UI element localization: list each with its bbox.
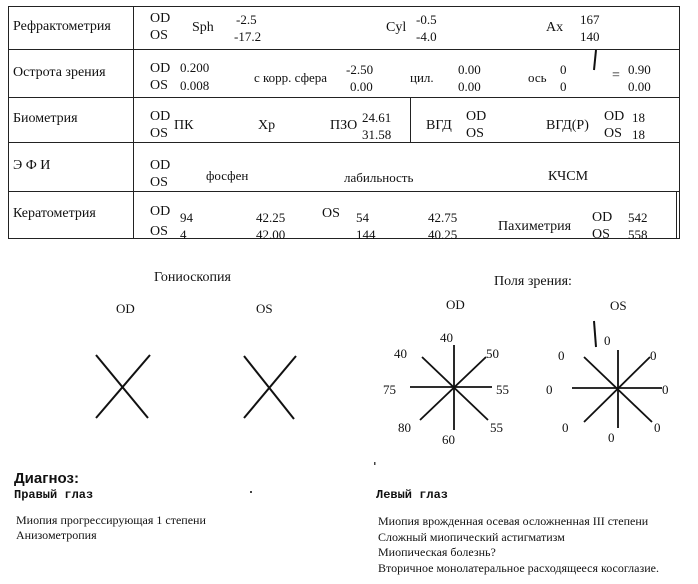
gonio-os-label: OS [256,301,273,316]
phosphene-label: фосфен [206,168,249,183]
cyl-label: Cyl [386,20,407,35]
pk-label: ПК [174,118,194,133]
gonio-os-cross [244,356,296,419]
field-os-value-sw: 0 [562,420,569,435]
pen-mark [594,50,596,70]
cyl-short-label: цил. [410,70,434,85]
axis-label: ось [528,70,547,85]
correction-sphere-label: с корр. сфера [254,70,328,85]
acuity-os-value: 0.008 [180,78,210,93]
field-od-value-ne: 50 [486,346,499,361]
kerato-od-1: 94 [180,210,193,225]
hr-label: Хр [258,118,276,133]
field-od-value-nw: 40 [394,346,407,361]
pachy-os-value: 558 [628,227,648,242]
iop-r-label: ВГД(Р) [546,118,589,133]
efi-label: Э Ф И [13,158,51,173]
refraction-od-label: OD [150,11,171,26]
pen-mark [594,321,596,347]
biometry-od-label: OD [150,109,171,124]
ax-od-value: 167 [580,12,600,27]
acuity-os-label: OS [150,78,168,93]
pachy-od-value: 542 [628,210,648,225]
fields-od-label: OD [446,297,465,312]
refraction-label: Рефрактометрия [13,19,111,34]
left-eye-label: Левый глаз [376,488,449,502]
pzo-os-value: 31.58 [362,127,392,142]
field-os-value-ne: 0 [650,348,657,363]
field-os-star [572,350,662,428]
right-eye-line-2: Анизометропия [16,528,97,542]
field-od-value-e: 55 [496,382,509,397]
acuity-cyl-os-value: 0.00 [458,79,481,94]
cyl-od-value: -0.5 [416,12,437,27]
right-eye-label: Правый глаз [14,488,94,502]
sph-os-value: -17.2 [234,29,262,44]
iop-r-od-value: 18 [632,110,645,125]
axis-os-value: 0 [560,79,567,94]
sphere-os-value: 0.00 [350,79,373,94]
gonioscopy-title: Гониоскопия [154,270,231,285]
iop-label: ВГД [426,118,452,133]
iop-r-os-label: OS [604,126,622,141]
kerato-os-col-label: OS [322,206,340,221]
ax-os-value: 140 [580,29,600,44]
result-os-value: 0.00 [628,79,651,94]
kerato-os-label: OS [150,224,168,239]
iop-os-label: OS [466,126,484,141]
acuity-cyl-od-value: 0.00 [458,62,481,77]
left-eye-line-2: Сложный миопический астигматизм [378,530,565,544]
gonio-od-label: OD [116,301,135,316]
iop-r-od-label: OD [604,109,625,124]
field-os-value-nw: 0 [558,348,565,363]
left-eye-line-3: Миопическая болезнь? [378,545,496,559]
field-od-value-sw: 80 [398,420,411,435]
sph-od-value: -2.5 [236,12,257,27]
field-os-value-n: 0 [604,333,611,348]
sph-label: Sph [192,20,214,35]
ax-label: Ax [546,20,564,35]
acuity-od-label: OD [150,61,171,76]
field-os-value-s: 0 [608,430,615,445]
equals-sign: = [612,68,620,83]
cyl-os-value: -4.0 [416,29,437,44]
result-od-value: 0.90 [628,62,651,77]
left-eye-line-4: Вторичное монолатеральное расходящееся косоглазие. [378,561,659,575]
kerato-os-1: 4 [180,227,187,242]
keratometry-label: Кератометрия [13,206,96,221]
diagnosis-title: Диагноз: [14,470,79,487]
field-os-value-se: 0 [654,420,661,435]
fields-os-label: OS [610,298,627,313]
pachy-os-label: OS [592,227,610,242]
pzo-od-value: 24.61 [362,110,392,125]
right-eye-line-1: Миопия прогрессирующая 1 степени [16,513,206,527]
acuity-label: Острота зрения [13,65,106,80]
lability-label: лабильность [344,170,414,185]
gonio-od-cross [96,355,150,418]
axis-od-value: 0 [560,62,567,77]
pachymetry-label: Пахиметрия [498,219,572,234]
biometry-os-label: OS [150,126,168,141]
biometry-label: Биометрия [13,111,78,126]
field-od-value-w: 75 [383,382,396,397]
left-eye-line-1: Миопия врожденная осевая осложненная III степени [378,514,649,528]
sphere-od-value: -2.50 [346,62,374,77]
visual-fields-title: Поля зрения: [494,274,572,289]
kerato-od-2: 42.25 [256,210,286,225]
acuity-od-value: 0.200 [180,60,210,75]
iop-r-os-value: 18 [632,127,645,142]
field-od-star [410,345,492,430]
scan-specks [250,462,376,493]
field-os-value-e: 0 [662,382,669,397]
kerato-col3-2: 144 [356,227,376,242]
field-od-value-se: 55 [490,420,503,435]
field-os-value-w: 0 [546,382,553,397]
efi-od-label: OD [150,158,171,173]
field-od-value-n: 40 [440,330,453,345]
kerato-od-label: OD [150,204,171,219]
kerato-col4-1: 42.75 [428,210,458,225]
refraction-os-label: OS [150,28,168,43]
iop-od-label: OD [466,109,487,124]
kerato-col3-1: 54 [356,210,369,225]
kerato-os-2: 42.00 [256,227,286,242]
pzo-label: ПЗО [330,118,358,133]
pachy-od-label: OD [592,210,613,225]
kerato-col4-2: 40.25 [428,227,458,242]
kchsm-label: КЧСМ [548,169,589,184]
efi-os-label: OS [150,175,168,190]
field-od-value-s: 60 [442,432,455,447]
